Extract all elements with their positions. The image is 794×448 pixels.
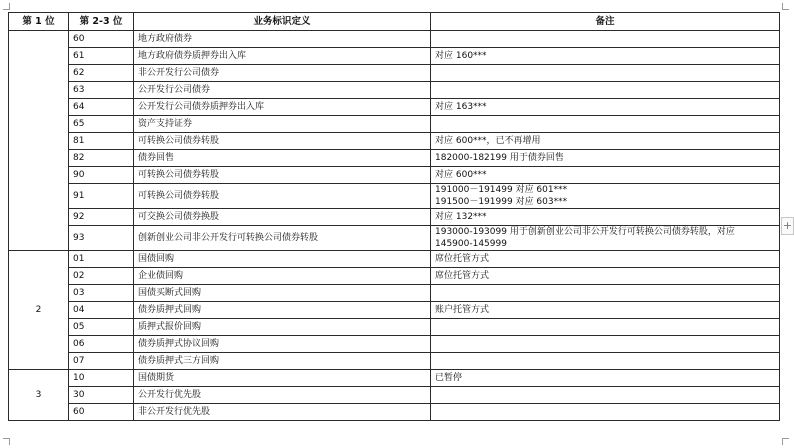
note-line: 已暂停 <box>435 373 463 383</box>
code-cell: 63 <box>69 82 134 99</box>
note-cell <box>431 387 780 404</box>
table-row <box>9 82 780 99</box>
note-cell <box>431 268 780 285</box>
definition-cell: 国债期货 <box>134 370 431 387</box>
note-line: 对应 160*** <box>435 51 487 61</box>
code-cell: 04 <box>69 302 134 319</box>
code-cell: 91 <box>69 184 134 209</box>
add-row-handle[interactable]: + <box>781 217 794 235</box>
table-row <box>9 319 780 336</box>
note-cell <box>431 99 780 116</box>
note-cell <box>431 184 780 209</box>
note-cell <box>431 319 780 336</box>
definition-cell: 债券回售 <box>134 150 431 167</box>
note-line: 对应 600***，已不再增用 <box>435 136 541 146</box>
note-line: 182000-182199 用于债券回售 <box>435 153 564 163</box>
note-line: 193000-193099 用于创新创业公司非公开发行可转换公司债券转股，对应 <box>435 227 735 237</box>
header-definition: 业务标识定义 <box>134 13 431 31</box>
pos1-cell <box>9 31 69 251</box>
code-cell: 60 <box>69 31 134 48</box>
definition-cell: 资产支持证券 <box>134 116 431 133</box>
table-body <box>9 31 780 421</box>
note-cell <box>431 353 780 370</box>
table-row <box>9 387 780 404</box>
table-row <box>9 31 780 48</box>
table-row <box>9 251 780 268</box>
note-cell <box>431 48 780 65</box>
code-cell: 01 <box>69 251 134 268</box>
code-cell: 61 <box>69 48 134 65</box>
code-cell: 90 <box>69 167 134 184</box>
definition-cell: 公开发行优先股 <box>134 387 431 404</box>
table-row <box>9 99 780 116</box>
code-cell: 30 <box>69 387 134 404</box>
table-row <box>9 167 780 184</box>
definition-cell: 可交换公司债券换股 <box>134 209 431 226</box>
definition-cell: 可转换公司债券转股 <box>134 133 431 150</box>
code-cell: 93 <box>69 226 134 251</box>
code-cell: 92 <box>69 209 134 226</box>
page-corner-mark <box>782 438 789 445</box>
pos1-cell: 2 <box>9 251 69 370</box>
note-line: 对应 163*** <box>435 102 487 112</box>
header-note: 备注 <box>431 13 780 31</box>
page-corner-mark <box>782 3 789 10</box>
table-header-row <box>9 13 780 31</box>
definition-cell: 企业债回购 <box>134 268 431 285</box>
definition-cell: 国债回购 <box>134 251 431 268</box>
business-code-table <box>8 12 780 421</box>
code-cell: 03 <box>69 285 134 302</box>
table-row <box>9 370 780 387</box>
note-cell <box>431 336 780 353</box>
note-cell <box>431 116 780 133</box>
definition-cell: 债券质押式协议回购 <box>134 336 431 353</box>
header-pos23: 第 2-3 位 <box>69 13 134 31</box>
table-row <box>9 302 780 319</box>
note-cell <box>431 133 780 150</box>
note-cell <box>431 209 780 226</box>
note-cell <box>431 251 780 268</box>
note-line: 席位托管方式 <box>435 254 490 264</box>
table-row <box>9 116 780 133</box>
note-cell <box>431 404 780 421</box>
header-pos1: 第 1 位 <box>9 13 69 31</box>
definition-cell: 公开发行公司债券质押券出入库 <box>134 99 431 116</box>
definition-cell: 债券质押式回购 <box>134 302 431 319</box>
note-cell <box>431 285 780 302</box>
table-row <box>9 184 780 209</box>
code-cell: 07 <box>69 353 134 370</box>
note-line: 对应 132*** <box>435 212 487 222</box>
note-cell <box>431 82 780 99</box>
definition-cell: 非公开发行公司债券 <box>134 65 431 82</box>
code-cell: 64 <box>69 99 134 116</box>
definition-cell: 地方政府债券质押券出入库 <box>134 48 431 65</box>
code-cell: 81 <box>69 133 134 150</box>
definition-cell: 质押式报价回购 <box>134 319 431 336</box>
code-cell: 82 <box>69 150 134 167</box>
table-row <box>9 226 780 251</box>
code-cell: 10 <box>69 370 134 387</box>
note-line: 账户托管方式 <box>435 305 490 315</box>
table-row <box>9 268 780 285</box>
code-cell: 05 <box>69 319 134 336</box>
note-cell <box>431 302 780 319</box>
table-row <box>9 353 780 370</box>
code-cell: 65 <box>69 116 134 133</box>
note-line: 191000－191499 对应 601*** <box>435 185 568 195</box>
note-cell <box>431 226 780 251</box>
definition-cell: 公开发行公司债券 <box>134 82 431 99</box>
code-cell: 60 <box>69 404 134 421</box>
note-cell <box>431 65 780 82</box>
code-cell: 02 <box>69 268 134 285</box>
note-line: 191500－191999 对应 603*** <box>435 197 568 207</box>
definition-cell: 创新创业公司非公开发行可转换公司债券转股 <box>134 226 431 251</box>
definition-cell: 国债买断式回购 <box>134 285 431 302</box>
table-row <box>9 336 780 353</box>
table-row <box>9 150 780 167</box>
note-line: 145900-145999 <box>435 239 507 249</box>
pos1-cell: 3 <box>9 370 69 421</box>
note-cell <box>431 167 780 184</box>
note-line: 席位托管方式 <box>435 271 490 281</box>
page-corner-mark <box>3 3 10 10</box>
note-cell <box>431 150 780 167</box>
table-row <box>9 133 780 150</box>
definition-cell: 非公开发行优先股 <box>134 404 431 421</box>
definition-cell: 可转换公司债券转股 <box>134 184 431 209</box>
note-cell <box>431 370 780 387</box>
code-cell: 62 <box>69 65 134 82</box>
page-corner-mark <box>3 438 10 445</box>
definition-cell: 债券质押式三方回购 <box>134 353 431 370</box>
definition-cell: 地方政府债券 <box>134 31 431 48</box>
table-row <box>9 285 780 302</box>
note-line: 对应 600*** <box>435 170 487 180</box>
table-row <box>9 404 780 421</box>
note-cell <box>431 31 780 48</box>
definition-cell: 可转换公司债券转股 <box>134 167 431 184</box>
table-row <box>9 209 780 226</box>
code-cell: 06 <box>69 336 134 353</box>
table-row <box>9 65 780 82</box>
table-row <box>9 48 780 65</box>
